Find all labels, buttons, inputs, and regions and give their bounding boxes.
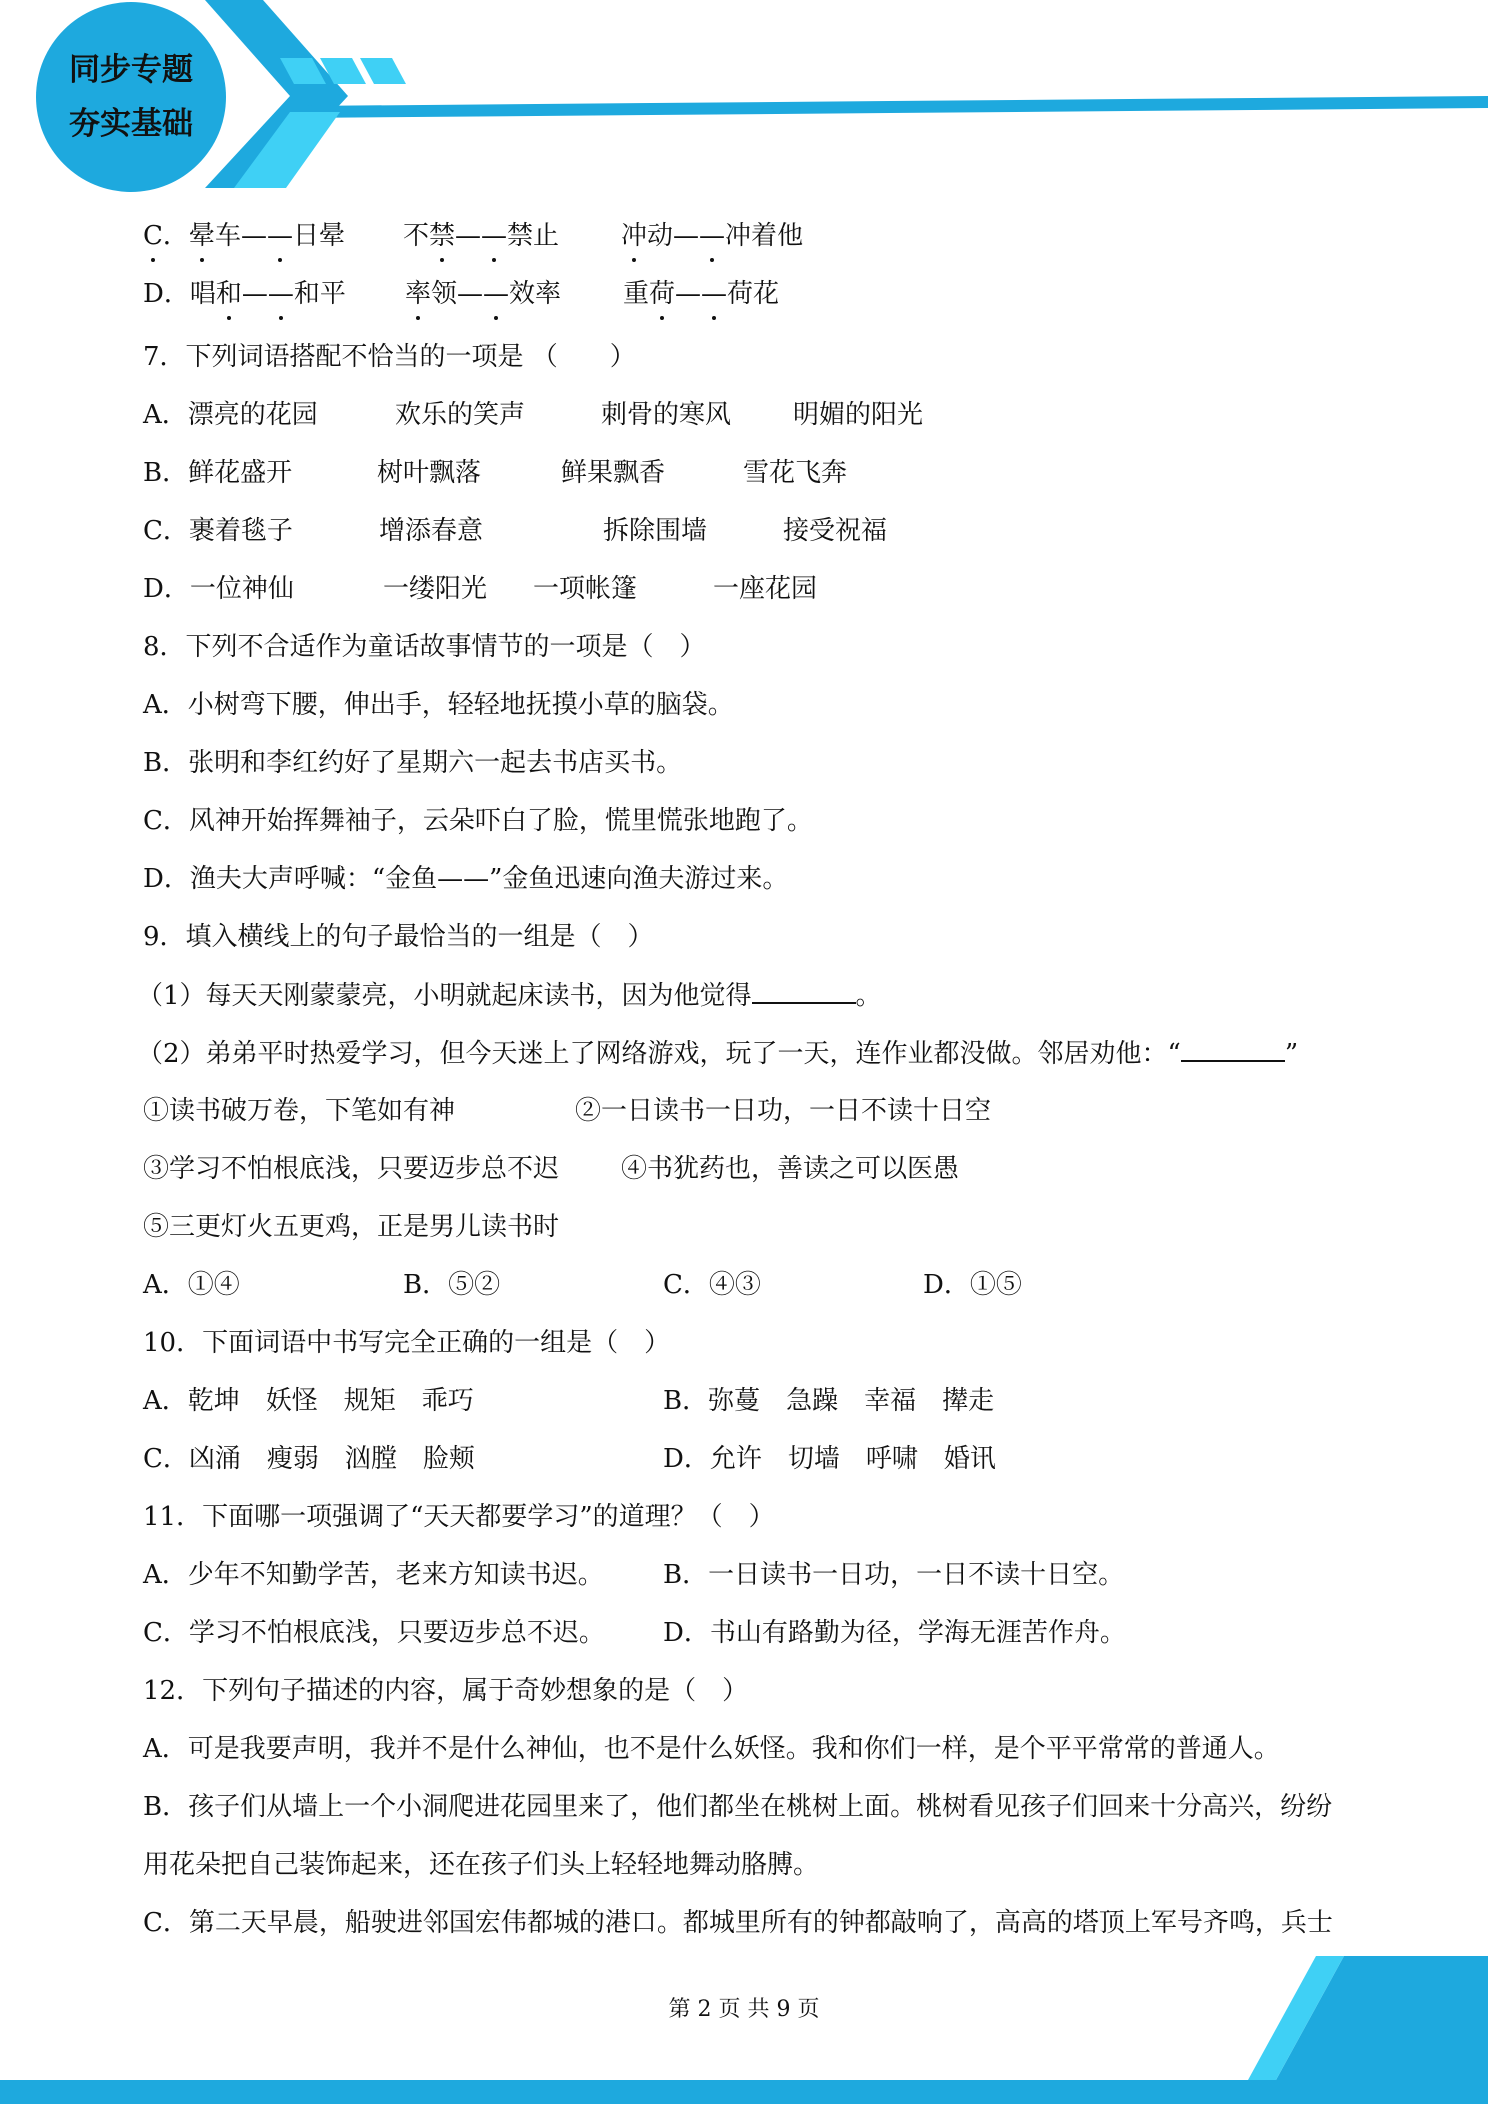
q9-options-item: B．⑤② (403, 1270, 501, 1300)
q11-options-cd-item: D．书山有路勤为径，学海无涯苦作舟。 (663, 1618, 1126, 1648)
header-stripe-3 (360, 58, 406, 84)
emphasis-dot-char: C (143, 221, 163, 251)
header-chevron-upper (205, 0, 348, 96)
q7-option-b-item: 树叶飘落 (377, 458, 482, 488)
header-badge (36, 2, 226, 192)
q9-choices-1-2-item: ②一日读书一日功，一日不读十日空 (575, 1096, 992, 1126)
q12-option-a-item: A．可是我要声明，我并不是什么神仙，也不是什么妖怪。我和你们一样，是个平平常常的普通人。 (143, 1734, 1280, 1764)
q10-options-ab-item: B．弥蔓 急躁 幸福 撵走 (663, 1386, 995, 1416)
question-11-item: 11．下面哪一项强调了“天天都要学习”的道理？（ ） (143, 1502, 775, 1532)
emphasis-dot-char: 率 (405, 279, 432, 309)
q7-option-d-item: 一项帐篷 (533, 574, 638, 604)
q7-option-a-item: 欢乐的笑声 (395, 400, 526, 430)
option-d-pronunciation-item: 率领——效率 (405, 279, 562, 309)
q7-option-b-item: 雪花飞奔 (743, 458, 848, 488)
footer-bar (0, 2080, 1488, 2104)
option-d-pronunciation-item: 重荷——荷花 (623, 279, 780, 309)
emphasis-dot-char: 禁 (429, 221, 456, 251)
q9-options-item: A．①④ (143, 1270, 240, 1300)
badge-line2: 夯实基础 (69, 106, 193, 142)
question-12-item: 12．下列句子描述的内容，属于奇妙想象的是（ ） (143, 1676, 749, 1706)
emphasis-dot-char: 和 (215, 279, 242, 309)
answer-blank (752, 978, 856, 1004)
q9-sentence-1-item: （1）每天天刚蒙蒙亮，小明就起床读书，因为他觉得 。 (137, 978, 882, 1013)
q7-option-d-item: 一座花园 (713, 574, 818, 604)
q8-option-d-item: D．渔夫大声呼喊：“金鱼——”金鱼迅速向渔夫游过来。 (143, 864, 789, 894)
q7-option-d-item: D．一位神仙 (143, 574, 294, 604)
answer-blank (1181, 1036, 1285, 1062)
q7-option-c-item: 拆除围墙 (603, 516, 708, 546)
option-c-pronunciation-item: 不禁——禁止 (403, 221, 560, 251)
q7-option-c-item: 增添春意 (379, 516, 484, 546)
question-8-item: 8．下列不合适作为童话故事情节的一项是（ ） (143, 632, 706, 662)
option-c-pronunciation-item: C．晕车——日晕 (143, 221, 345, 251)
page-header (0, 0, 1488, 200)
q9-choices-1-2-item: ①读书破万卷，下笔如有神 (143, 1096, 456, 1126)
q7-option-a-item: 刺骨的寒风 (601, 400, 732, 430)
emphasis-dot-char: — (701, 279, 728, 309)
q12-option-c-line1-item: C．第二天早晨，船驶进邻国宏伟都城的港口。都城里所有的钟都敲响了，高高的塔顶上军号齐鸣，兵士 (143, 1908, 1333, 1938)
q10-options-cd-item: D．允许 切墙 呼啸 婚讯 (663, 1444, 996, 1474)
emphasis-dot-char: 荷 (649, 279, 676, 309)
q7-option-c-item: 接受祝福 (783, 516, 888, 546)
emphasis-dot-char: 冲 (621, 221, 648, 251)
q12-option-b-line2-item: 用花朵把自己装饰起来，还在孩子们头上轻轻地舞动胳膊。 (143, 1850, 820, 1880)
q11-options-ab-item: A．少年不知勤学苦，老来方知读书迟。 (143, 1560, 604, 1590)
q7-option-b-item: 鲜果飘香 (561, 458, 666, 488)
header-rule (296, 96, 1488, 118)
q10-options-ab-item: A．乾坤 妖怪 规矩 乖巧 (143, 1386, 474, 1416)
q8-option-b-item: B．张明和李红约好了星期六一起去书店买书。 (143, 748, 683, 778)
question-7-item: 7．下列词语搭配不恰当的一项是 （ ） (143, 342, 636, 372)
q7-option-c-item: C．裹着毯子 (143, 516, 293, 546)
q7-option-a-item: 明媚的阳光 (793, 400, 924, 430)
q8-option-c-item: C．风神开始挥舞袖子，云朵吓白了脸，慌里慌张地跑了。 (143, 806, 813, 836)
q10-options-cd-item: C．凶涌 瘦弱 汹膛 脸颊 (143, 1444, 475, 1474)
q11-options-ab-item: B．一日读书一日功，一日不读十日空。 (663, 1560, 1125, 1590)
option-d-pronunciation-item: D．唱和——和平 (143, 279, 346, 309)
q8-option-a-item: A．小树弯下腰，伸出手，轻轻地抚摸小草的脑袋。 (143, 690, 734, 720)
emphasis-dot-char: — (266, 221, 293, 251)
q9-choices-3-4-item: ③学习不怕根底浅，只要迈步总不迟 (143, 1154, 560, 1184)
badge-line1: 同步专题 (69, 52, 193, 88)
option-c-pronunciation-item: 冲动——冲着他 (621, 221, 804, 251)
q7-option-d-item: 一缕阳光 (383, 574, 488, 604)
page-number: 第 2 页 共 9 页 (668, 1997, 820, 2022)
q7-option-b-item: B．鲜花盛开 (143, 458, 293, 488)
q9-options-item: D．①⑤ (923, 1270, 1022, 1300)
q12-option-b-line1-item: B．孩子们从墙上一个小洞爬进花园里来了，他们都坐在桃树上面。桃树看见孩子们回来十分高兴，纷纷 (143, 1792, 1333, 1822)
q11-options-cd-item: C．学习不怕根底浅，只要迈步总不迟。 (143, 1618, 605, 1648)
q7-option-a-item: A．漂亮的花园 (143, 400, 318, 430)
question-9-item: 9．填入横线上的句子最恰当的一组是（ ） (143, 922, 654, 952)
q9-choices-3-4-item: ④书犹药也，善读之可以医愚 (621, 1154, 960, 1184)
emphasis-dot-char: 晕 (188, 221, 215, 251)
q9-options-item: C．④③ (663, 1270, 761, 1300)
emphasis-dot-char: — (483, 279, 510, 309)
question-10-item: 10．下面词语中书写完全正确的一组是（ ） (143, 1328, 671, 1358)
q9-choice-5-item: ⑤三更灯火五更鸡，正是男儿读书时 (143, 1212, 560, 1242)
q9-sentence-2-item: （2）弟弟平时热爱学习，但今天迷上了网络游戏，玩了一天，连作业都没做。邻居劝他：“ ” (137, 1036, 1298, 1071)
emphasis-dot-char: — (699, 221, 726, 251)
emphasis-dot-char: — (481, 221, 508, 251)
emphasis-dot-char: — (267, 279, 294, 309)
